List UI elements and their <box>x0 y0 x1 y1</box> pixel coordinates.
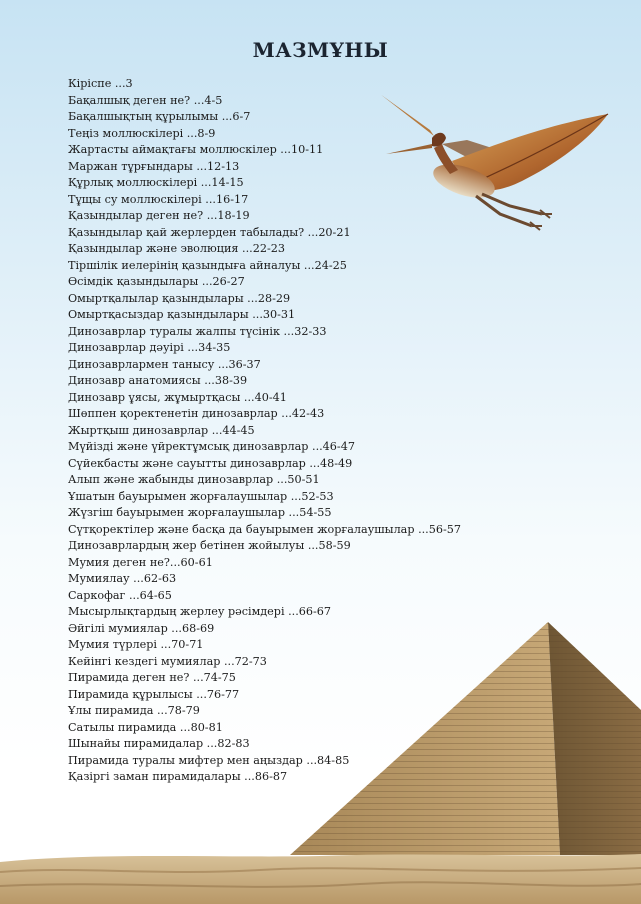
toc-entry: Өсімдік қазындылары ...26-27 <box>68 275 245 288</box>
toc-entry: Сүйекбасты және сауытты динозаврлар ...48-49 <box>68 456 353 470</box>
toc-entry: Саркофаг ...64-65 <box>68 588 172 602</box>
toc-entry: Кіріспе ...3 <box>68 77 133 90</box>
toc-entry: Қазындылар деген не? ...18-19 <box>68 209 250 222</box>
toc-entry: Құрлық моллюскілері ...14-15 <box>68 176 244 189</box>
pterosaur-illustration <box>372 86 612 236</box>
toc-entry: Динозаврлармен танысу ...36-37 <box>68 357 261 371</box>
toc-entry: Жүзгіш бауырымен жорғалаушылар ...54-55 <box>68 506 332 519</box>
toc-entry: Ұшатын бауырымен жорғалаушылар ...52-53 <box>68 489 334 503</box>
toc-entry: Жартасты аймақтағы моллюскілер ...10-11 <box>68 143 324 156</box>
toc-entry: Қазындылар қай жерлерден табылады? ...20-21 <box>68 225 351 239</box>
toc-entry: Пирамида құрылысы ...76-77 <box>68 687 240 701</box>
toc-entry: Тұщы су моллюскілері ...16-17 <box>68 192 249 206</box>
pyramid-illustration <box>0 600 641 904</box>
toc-entry: Қазіргі заман пирамидалары ...86-87 <box>68 770 288 783</box>
toc-entry: Мумия түрлері ...70-71 <box>68 638 204 651</box>
toc-entry: Теңіз моллюскілері ...8-9 <box>68 126 216 140</box>
toc-entry: Пирамида деген не? ...74-75 <box>68 671 236 684</box>
toc-entry: Мүйізді және үйректұмсық динозаврлар ...46-47 <box>68 440 355 453</box>
toc-entry: Тіршілік иелерінің қазындыға айналуы ...24-25 <box>68 258 347 272</box>
toc-entry: Қазындылар және эволюция ...22-23 <box>68 242 285 255</box>
toc-entry: Шөппен қоректенетін динозаврлар ...42-43 <box>68 407 325 420</box>
toc-entry: Бақалшықтың құрылымы ...6-7 <box>68 110 251 123</box>
toc-entry: Динозаврлар дәуірі ...34-35 <box>68 341 231 354</box>
toc-entry: Ұлы пирамида ...78-79 <box>68 704 200 717</box>
page-title: МАЗМҰНЫ <box>252 38 389 62</box>
toc-entry: Кейінгі кездегі мумиялар ...72-73 <box>68 654 267 668</box>
toc-entry: Динозаврлар туралы жалпы түсінік ...32-33 <box>68 324 327 338</box>
toc-entry: Омыртқалылар қазындылары ...28-29 <box>68 291 291 305</box>
toc-entry: Мысырлықтардың жерлеу рәсімдері ...66-67 <box>68 605 332 618</box>
toc-entry: Динозаврлардың жер бетінен жойылуы ...58-59 <box>68 539 351 552</box>
toc-entry: Мумиялау ...62-63 <box>68 572 177 585</box>
toc-entry: Динозавр ұясы, жұмыртқасы ...40-41 <box>68 390 287 404</box>
toc-entry: Жыртқыш динозаврлар ...44-45 <box>68 423 255 437</box>
toc-entry: Сүтқоректілер және басқа да бауырымен жорғалаушылар ...56-57 <box>68 522 461 536</box>
toc-entry: Пирамида туралы мифтер мен аңыздар ...84-85 <box>68 753 350 767</box>
toc-entry: Сатылы пирамида ...80-81 <box>68 720 223 734</box>
toc-entry: Бақалшық деген не? ...4-5 <box>68 93 223 107</box>
toc-entry: Омыртқасыздар қазындылары ...30-31 <box>68 308 296 321</box>
toc-entry: Маржан тұрғындары ...12-13 <box>68 159 240 173</box>
toc-entry: Динозавр анатомиясы ...38-39 <box>68 374 248 387</box>
toc-entry: Мумия деген не?...60-61 <box>68 555 213 569</box>
toc-entry: Алып және жабынды динозаврлар ...50-51 <box>68 473 320 486</box>
toc-entry: Әйгілі мумиялар ...68-69 <box>68 621 215 635</box>
toc-entry: Шынайы пирамидалар ...82-83 <box>68 737 250 750</box>
